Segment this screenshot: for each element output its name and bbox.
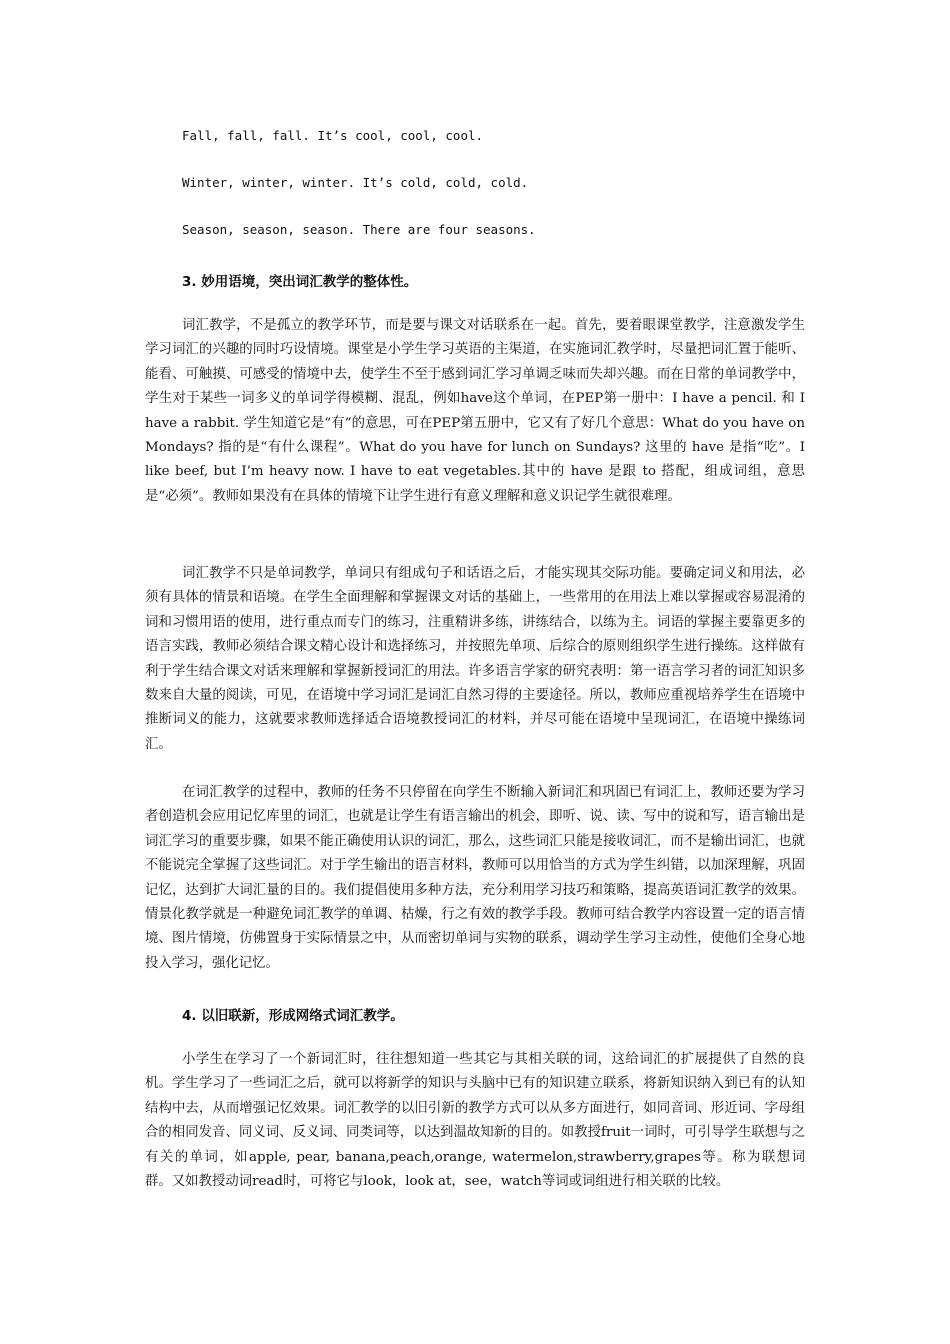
section-4-heading: 4. 以旧联新，形成网络式词汇教学。 (182, 1008, 404, 1024)
section-3-paragraph-1: 词汇教学，不是孤立的教学环节，而是要与课文对话联系在一起。首先，要着眼课堂教学，注意激发学生学习词汇的兴趣的同时巧设情境。课堂是小学生学习英语的主渠道，在实施词汇教学时，尽量把词汇置于能听、能看、可触摸、可感受的情境中去，使学生不至于感到词汇学习单调乏味而失却兴趣。而在日常的单词教学中，学生对于某些一词多义的单词学得模糊、混乱，例如have这个单词，在PEP第一册中：I have a pencil. 和 I have a rabbit. 学生知道它是“有”的意思，可在PEP第五册中，它又有了好几个意思：What do you have on Mondays? 指的是“有什么课程”。What do you have for lunch on Sundays? 这里的 have 是指“吃”。I like beef, but I’m heavy now. I have to eat vegetables.其中的 have 是跟 to 搭配，组成词组，意思是“必须”。教师如果没有在具体的情境下让学生进行有意义理解和意义识记学生就很难理。 (145, 318, 805, 504)
section-3-paragraph-2: 词汇教学不只是单词教学，单词只有组成句子和话语之后，才能实现其交际功能。要确定词义和用法，必须有具体的情景和语境。在学生全面理解和掌握课文对话的基础上，一些常用的在用法上难以掌握或容易混淆的词和习惯用语的使用，进行重点而专门的练习，注重精讲多练，讲练结合，以练为主。词语的掌握主要靠更多的语言实践，教师必须结合课文精心设计和选择练习，并按照先单项、后综合的原则组织学生进行操练。这样做有利于学生结合课文对话来理解和掌握新授词汇的用法。许多语言学家的研究表明：第一语言学习者的词汇知识多数来自大量的阅读，可见，在语境中学习词汇是词汇自然习得的主要途径。所以，教师应重视培养学生在语境中推断词义的能力，这就要求教师选择适合语境教授词汇的材料，并尽可能在语境中呈现词汇，在语境中操练词汇。 (145, 566, 805, 752)
section-3-paragraph-3: 在词汇教学的过程中，教师的任务不只停留在向学生不断输入新词汇和巩固已有词汇上，教师还要为学习者创造机会应用记忆库里的词汇，也就是让学生有语言输出的机会，即听、说、读、写中的说和写，语言输出是词汇学习的重要步骤，如果不能正确使用认识的词汇，那么，这些词汇只能是接收词汇，而不是输出词汇，也就不能说完全掌握了这些词汇。对于学生输出的语言材料，教师可以用恰当的方式为学生纠错，以加深理解，巩固记忆，达到扩大词汇量的目的。我们提倡使用多种方法，充分利用学习技巧和策略，提高英语词汇教学的效果。情景化教学就是一种避免词汇教学的单调、枯燥，行之有效的教学手段。教师可结合教学内容设置一定的语言情境、图片情境，仿佛置身于实际情景之中，从而密切单词与实物的联系，调动学生学习主动性，使他们全身心地投入学习，强化记忆。 (145, 785, 805, 971)
section-4-paragraph-1: 小学生在学习了一个新词汇时，往往想知道一些其它与其相关联的词，这给词汇的扩展提供了自然的良机。学生学习了一些词汇之后，就可以将新学的知识与头脑中已有的知识建立联系，将新知识纳入到已有的认知结构中去，从而增强记忆效果。词汇教学的以旧引新的教学方式可以从多方面进行，如同音词、形近词、字母组合的相同发音、同义词、反义词、同类词等，以达到温故知新的目的。如教授fruit一词时，可引导学生联想与之有关的单词，如apple, pear, banana,peach,orange, watermelon,strawberry,grapes等。称为联想词群。又如教授动词read时，可将它与look，look at，see，watch等词或词组进行相关联的比较。 (145, 1052, 805, 1190)
verse-line-winter: Winter, winter, winter. It’s cold, cold, cold. (182, 175, 529, 190)
verse-line-season: Season, season, season. There are four seasons. (182, 222, 536, 237)
verse-line-fall: Fall, fall, fall. It’s cool, cool, cool. (182, 128, 484, 143)
section-3-heading: 3. 妙用语境，突出词汇教学的整体性。 (182, 274, 418, 290)
